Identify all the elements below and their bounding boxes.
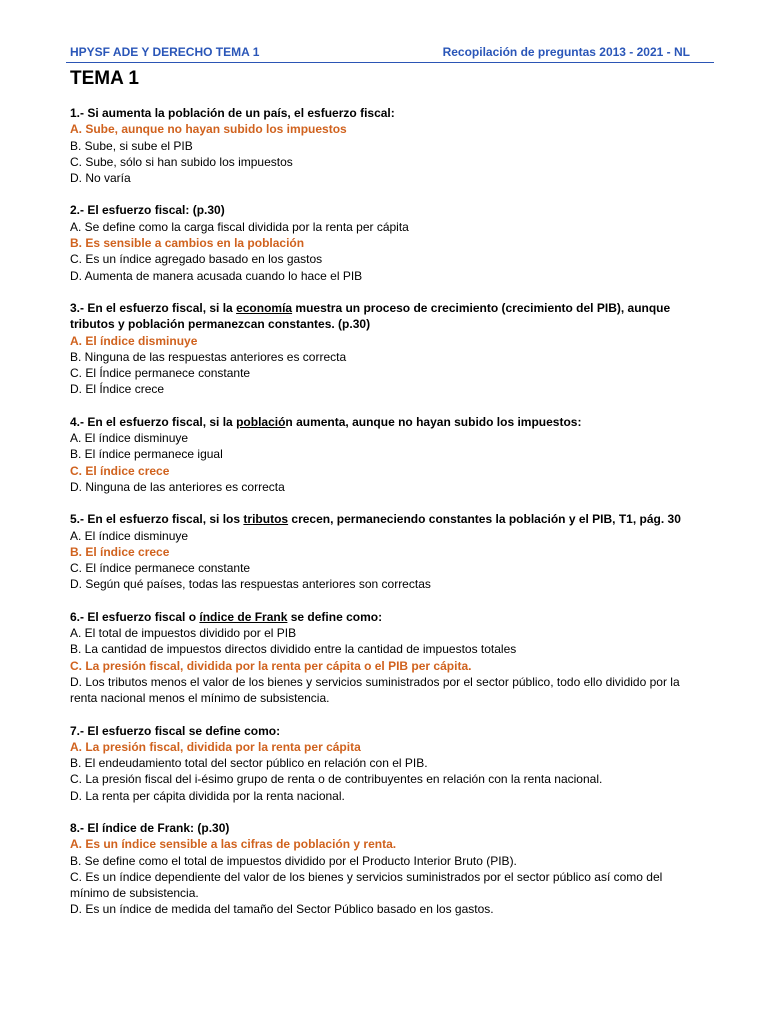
option-a: A. El índice disminuye (70, 333, 198, 348)
question-4 (70, 414, 702, 495)
option-d: D. Los tributos menos el valor de los bienes y servicios suministrados por el sector público, todo ello dividido por la renta nacional menos el mínimo de subsistencia. (70, 674, 680, 706)
question-1 (70, 105, 702, 186)
question-6 (70, 609, 702, 707)
option-b: B. La cantidad de impuestos directos dividido entre la cantidad de impuestos totales (70, 642, 517, 657)
option-c: C. Sube, sólo si han subido los impuestos (70, 154, 293, 169)
header-left: HPYSF ADE Y DERECHO TEMA 1 (70, 45, 260, 59)
question-8 (70, 820, 702, 918)
option-a: A. El total de impuestos dividido por el PIB (70, 626, 297, 641)
page-title: TEMA 1 (70, 68, 139, 89)
question-stem (70, 511, 702, 527)
option-b: B. El endeudamiento total del sector público en relación con el PIB. (70, 756, 428, 771)
stem-text: se define como: (287, 609, 383, 624)
option-b: B. Es sensible a cambios en la población (70, 236, 305, 251)
stem-text: crecen, permaneciendo constantes la población y el PIB, T1, pág. 30 (288, 512, 681, 527)
option-d: D. Según qué países, todas las respuestas anteriores son correctas (70, 577, 431, 592)
question-5 (70, 511, 702, 592)
question-7 (70, 723, 702, 804)
underlined-term: tributos (243, 512, 289, 527)
option-c: C. El índice permanece constante (70, 561, 251, 576)
question-2 (70, 202, 702, 283)
question-list (70, 105, 702, 934)
question-stem (70, 300, 702, 333)
option-a: A. El índice disminuye (70, 528, 189, 543)
question-stem: 7.- El esfuerzo fiscal se define como: (70, 723, 281, 738)
option-c: C. Es un índice dependiente del valor de los bienes y servicios suministrados por el sector público así como del mínimo de subsistencia. (70, 869, 663, 901)
option-c: C. El Índice permanece constante (70, 366, 251, 381)
stem-text: 5.- En el esfuerzo fiscal, si los (70, 512, 244, 527)
option-d: D. Aumenta de manera acusada cuando lo hace el PIB (70, 268, 363, 283)
option-a: A. Sube, aunque no hayan subido los impuestos (70, 122, 347, 137)
stem-text: 4.- En el esfuerzo fiscal, si la (70, 414, 237, 429)
stem-text: n aumenta, aunque no hayan subido los impuestos: (285, 414, 582, 429)
option-a: A. La presión fiscal, dividida por la renta per cápita (70, 739, 361, 754)
option-b: B. El índice permanece igual (70, 447, 223, 462)
underlined-term: població (236, 414, 286, 429)
question-stem (70, 414, 702, 430)
question-stem (70, 609, 702, 625)
option-b: B. El índice crece (70, 544, 170, 559)
option-d: D. La renta per cápita dividida por la renta nacional. (70, 788, 345, 803)
stem-text: muestra un proceso de crecimiento (crecimiento del PIB), aunque tributos y población permanezcan constantes. (p.30) (70, 300, 671, 332)
option-b: B. Se define como el total de impuestos dividido por el Producto Interior Bruto (PIB). (70, 853, 517, 868)
option-c: C. El índice crece (70, 463, 170, 478)
option-b: B. Sube, si sube el PIB (70, 138, 193, 153)
option-c: C. La presión fiscal, dividida por la renta per cápita o el PIB per cápita. (70, 658, 472, 673)
option-c: C. Es un índice agregado basado en los gastos (70, 252, 323, 267)
option-a: A. Es un índice sensible a las cifras de población y renta. (70, 837, 397, 852)
question-stem: 1.- Si aumenta la población de un país, el esfuerzo fiscal: (70, 106, 395, 120)
option-d: D. No varía (70, 171, 131, 186)
option-a: A. Se define como la carga fiscal dividida por la renta per cápita (70, 219, 409, 234)
question-stem: 2.- El esfuerzo fiscal: (p.30) (70, 203, 225, 218)
option-d: D. El Índice crece (70, 382, 165, 397)
stem-text: 6.- El esfuerzo fiscal o (70, 609, 200, 624)
option-a: A. El índice disminuye (70, 431, 189, 446)
option-b: B. Ninguna de las respuestas anteriores es correcta (70, 349, 347, 364)
header-right: Recopilación de preguntas 2013 - 2021 - NL (442, 45, 690, 59)
option-d: D. Es un índice de medida del tamaño del Sector Público basado en los gastos. (70, 902, 494, 917)
underlined-term: índice de Frank (199, 609, 288, 624)
question-3 (70, 300, 702, 398)
question-stem: 8.- El índice de Frank: (p.30) (70, 820, 230, 835)
page-header (66, 44, 714, 63)
underlined-term: economía (236, 300, 293, 315)
stem-text: 3.- En el esfuerzo fiscal, si la (70, 300, 237, 315)
option-c: C. La presión fiscal del i-ésimo grupo de renta o de contribuyentes en relación con la renta nacional. (70, 772, 603, 787)
option-d: D. Ninguna de las anteriores es correcta (70, 479, 285, 494)
